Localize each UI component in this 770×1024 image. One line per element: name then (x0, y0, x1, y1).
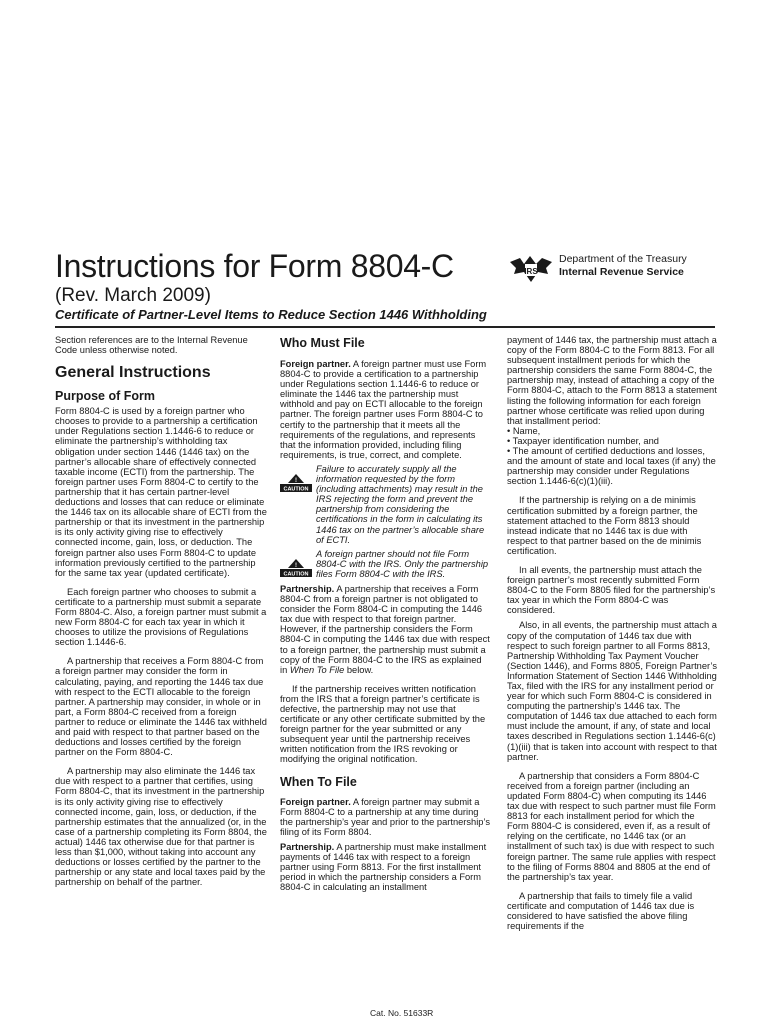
column-1 (55, 335, 268, 887)
paragraph-text: below. (346, 664, 374, 675)
run-in-heading: Foreign partner. (280, 359, 351, 369)
paragraph-text: A foreign partner may submit a Form 8804-C to a partnership at any time during the partnership’s year and prior to the partnership’s filing of its Form 8804. (280, 796, 490, 837)
paragraph: A partnership that considers a Form 8804-C received from a foreign partner (including an updated Form 8804-C) when computing its 1446 tax due with respect to such partner must file Form 8813 for each installment period for which the Form 8804-C is considered, even if, as a result of relying on the certificate, no 1446 tax (or an installment of such tax) is due with respect to such foreign partner. The same rule applies with respect to the filing of Forms 8804 and 8805 at the end of the partnership’s tax year. (507, 770, 716, 882)
svg-text:!: ! (295, 477, 297, 484)
paragraph: In all events, the partnership must attach the foreign partner’s most recently submitted Form 8804-C to the Form 8805 filed for the partnership’s tax year in which the Form 8804-C was considered. (507, 564, 716, 616)
heading-purpose-of-form: Purpose of Form (55, 389, 156, 404)
caution-note (280, 549, 491, 579)
cross-reference: When To File (289, 664, 345, 675)
paragraph: payment of 1446 tax, the partnership must attach a copy of the Form 8804-C to the Form 8813. For all subsequent installment periods for which the partnership considers the same Form 8804-C, the partnership may, instead of attaching a copy of the Form 8804-C, attach to the Form 8813 a statement listing the following information for each foreign partner whose certificate was relied upon during that installment period: (507, 335, 717, 426)
paragraph-text: A foreign partner must use Form 8804-C to provide a certification to a partnership under Regulations section 1.1446-6 to reduce or eliminate the 1446 tax the partnership must withhold and pay on ECTI allocable to the foreign partner. The foreign partner uses Form 8804-C to certify to the partnership that it meets all the requirements of the regulations, and represents that the information provided, including filing requirements, is true, correct, and complete. (280, 359, 487, 460)
form-subtitle: Certificate of Partner-Level Items to Reduce Section 1446 Withholding (55, 307, 487, 322)
list-item: • The amount of certified deductions and losses, and the amount of state and local taxes (if any) the partnership may consider under Regulations section 1.1446-6(c)(1)(iii). (507, 446, 716, 487)
caution-icon (280, 474, 312, 492)
paragraph-text: A partnership must make installment payments of 1446 tax with respect to a foreign partner using Form 8813. For the first installment period in which the partnership considers a Form 8804-C in calculating an installment (280, 841, 487, 893)
svg-text:CAUTION: CAUTION (283, 571, 309, 577)
svg-text:!: ! (295, 562, 297, 569)
heading-who-must-file: Who Must File (280, 336, 365, 350)
caution-text: A foreign partner should not file Form 8804-C with the IRS. Only the partnership files Form 8804-C with the IRS. (316, 548, 489, 579)
heading-general-instructions: General Instructions (55, 364, 211, 382)
agency-service: Internal Revenue Service (559, 266, 684, 278)
irs-eagle-icon (508, 252, 554, 286)
run-in-heading: Partnership. (280, 583, 335, 594)
svg-text:CAUTION: CAUTION (283, 486, 309, 492)
paragraph (280, 584, 491, 675)
paragraph: If the partnership is relying on a de minimis certification submitted by a foreign partner, the statement attached to the Form 8813 should instead indicate that no 1446 tax is due with respect to that partner based on the de minimis certification. (507, 495, 702, 556)
paragraph: A partnership that fails to timely file a valid certificate and computation of 1446 tax due is considered to have satisfied the above filing requirements if the (507, 890, 695, 932)
intro-note: Section references are to the Internal Revenue Code unless otherwise noted. (55, 335, 248, 356)
revision-date: (Rev. March 2009) (55, 285, 211, 306)
run-in-heading: Partnership. (280, 841, 335, 852)
agency-department: Department of the Treasury (559, 253, 687, 265)
paragraph (280, 359, 491, 460)
paragraph: If the partnership receives written notification from the IRS that a foreign partner’s certificate is defective, the partnership may not use that certificate or any other certificate submitted by the foreign partner for the year submitted or any subsequent year until the partnership receives written notification from the IRS revoking or modifying the original notification. (280, 683, 486, 765)
paragraph: Also, in all events, the partnership must attach a copy of the computation of 1446 tax due with respect to such foreign partner to all Forms 8813, Partnership Withholding Tax Payment Voucher (Section 1446), and Forms 8805, Foreign Partner’s Information Statement of Section 1446 Withholding Tax, filed with the IRS for any installment period or year for which such Form 8804-C is considered in computing the partnership’s 1446 tax. The computation of 1446 tax due attached to each form must include the amount, if any, of state and local taxes described in Regulations section 1.1446-6(c)(1)(iii) that is taken into account with respect to that partner. (507, 620, 717, 762)
paragraph (280, 797, 491, 837)
column-3 (507, 335, 717, 931)
paragraph-text: A partnership that receives a Form 8804-C from a foreign partner is not obligated to consider the Form 8804-C in computing the 1446 tax due with respect to that foreign partner. However, if the partnership considers the Form 8804-C in computing the 1446 tax due with respect to a foreign partner, the partnership must submit a copy of the Form 8804-C to the IRS as explained in (280, 583, 490, 675)
heading-when-to-file: When To File (280, 774, 357, 789)
caution-text: Failure to accurately supply all the information requested by the form (including attachments) may result in the IRS rejecting the form and prevent the partnership from considering the certifications in the form in calculating its 1446 tax on the partner’s allocable share of ECTI. (316, 463, 485, 545)
list-item: • Taxpayer identification number, and (507, 435, 659, 446)
paragraph: Each foreign partner who chooses to submit a certificate to a partnership must submit a separate Form 8804-C. Also, a foreign partner must submit a new Form 8804-C for each tax year in which it chooses to utilize the provisions of Regulations section 1.1446-6. (55, 586, 267, 648)
paragraph: A partnership may also eliminate the 1446 tax due with respect to a partner that certifies, using Form 8804-C, that its investment in the partnership is its only activity giving rise to effectively connected income, gain, loss, or deduction, if the partnership estimates that the annualized (or, in the case of a partnership completing its Form 8804, the actual) 1446 tax otherwise due for that partner is less than $1,000, without taking into account any deductions or losses certified by the partner to the partnership or any state and local taxes paid by the partnership on behalf of the partner. (55, 766, 267, 888)
paragraph (280, 842, 491, 892)
catalog-number: Cat. No. 51633R (370, 1008, 434, 1018)
agency-name (559, 253, 687, 279)
list-item: • Name, (507, 425, 541, 436)
page-title: Instructions for Form 8804-C (55, 248, 454, 284)
svg-text:IRS: IRS (524, 267, 538, 276)
caution-note (280, 464, 491, 545)
paragraph: A partnership that receives a Form 8804-C from a foreign partner may consider the form in calculating, paying, and reporting the 1446 tax due with respect to the ECTI allocable to the foreign partner. A partnership may consider, in whole or in part, a Form 8804-C received from a foreign partner to reduce or eliminate the 1446 tax withheld and paid with respect to that partner based on the deductions and losses certified by the foreign partner on the Form 8804-C. (55, 656, 267, 758)
header-rule (55, 326, 715, 328)
paragraph: Form 8804-C is used by a foreign partner who chooses to provide to a partnership a certification under Regulations section 1.1446-6 to reduce or eliminate the partnership’s withholding tax obligation under section 1446 (1446 tax) on the partner’s allocable share of effectively connected taxable income (ECTI) from the partnership. The foreign partner uses Form 8804-C to certify to the partnership that it has certain partner-level deductions and losses that can reduce or eliminate the 1446 tax on its allocable share of ECTI from the partnership or that its investment in the partnership is its only activity giving rise to effectively connected income, gain, loss, or deduction. The foreign partner also uses Form 8804-C to update information previously certified to the partnership for the same tax year (updated certificate). (55, 406, 267, 578)
caution-icon (280, 559, 312, 577)
column-2 (280, 335, 491, 892)
run-in-heading: Foreign partner. (280, 796, 351, 807)
